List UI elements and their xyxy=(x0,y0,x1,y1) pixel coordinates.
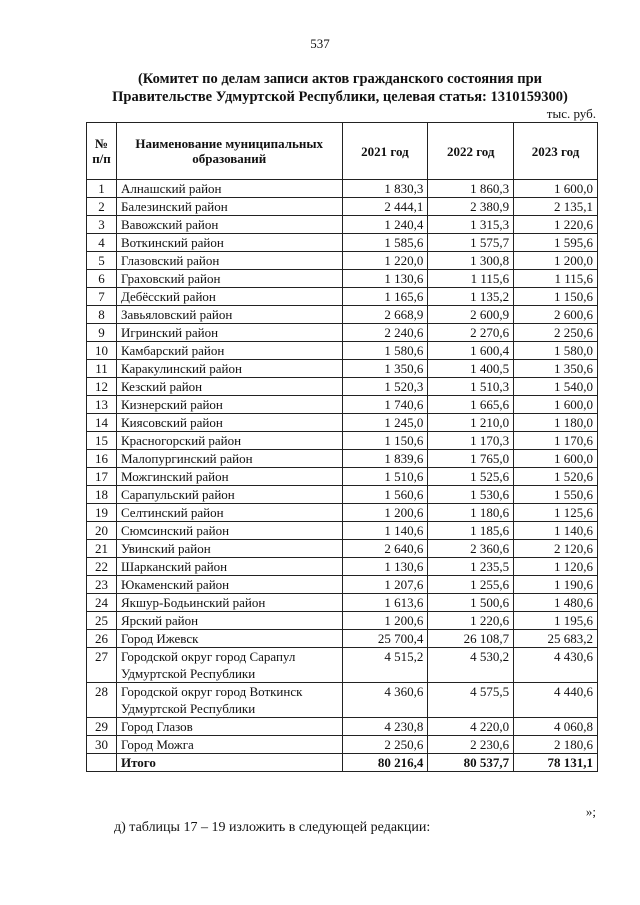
row-2021: 1 560,6 xyxy=(342,486,428,504)
row-2021: 1 613,6 xyxy=(342,594,428,612)
heading-line-2: Правительстве Удмуртской Республики, целевая статья: 1310159300) xyxy=(112,89,568,105)
row-2021: 4 515,2 xyxy=(342,648,428,683)
row-name: Городской округ город Сарапул Удмуртской Республики xyxy=(116,648,342,683)
row-name: Балезинский район xyxy=(116,198,342,216)
page-number: 537 xyxy=(310,36,330,51)
row-num: 25 xyxy=(87,612,117,630)
closing-quote: »; xyxy=(585,804,596,819)
row-num: 6 xyxy=(87,270,117,288)
table-row xyxy=(87,522,598,540)
row-2022: 4 530,2 xyxy=(428,648,514,683)
header-name: Наименование муниципальных образований xyxy=(116,123,342,180)
table-row xyxy=(87,414,598,432)
row-name: Городской округ город Воткинск Удмуртской Республики xyxy=(116,683,342,718)
row-2021: 1 520,3 xyxy=(342,378,428,396)
table-row xyxy=(87,270,598,288)
row-2022: 1 530,6 xyxy=(428,486,514,504)
row-num: 18 xyxy=(87,486,117,504)
row-2021: 2 640,6 xyxy=(342,540,428,558)
row-2023: 1 600,0 xyxy=(514,450,598,468)
row-name: Алнашский район xyxy=(116,180,342,198)
row-2022: 1 300,8 xyxy=(428,252,514,270)
budget-table xyxy=(86,122,598,772)
row-2021: 1 207,6 xyxy=(342,576,428,594)
row-2023: 2 250,6 xyxy=(514,324,598,342)
row-num: 24 xyxy=(87,594,117,612)
heading-line-1: (Комитет по делам записи актов гражданского состояния при xyxy=(137,71,543,87)
table-row xyxy=(87,216,598,234)
row-2023: 1 170,6 xyxy=(514,432,598,450)
row-num: 3 xyxy=(87,216,117,234)
row-num: 28 xyxy=(87,683,117,718)
row-num: 9 xyxy=(87,324,117,342)
row-num: 11 xyxy=(87,360,117,378)
row-name: Город Можга xyxy=(116,736,342,754)
table-row xyxy=(87,540,598,558)
row-2021: 1 240,4 xyxy=(342,216,428,234)
row-2023: 1 200,0 xyxy=(514,252,598,270)
table-row xyxy=(87,594,598,612)
row-2023: 1 480,6 xyxy=(514,594,598,612)
table-row xyxy=(87,396,598,414)
row-2023: 1 150,6 xyxy=(514,288,598,306)
row-name: Воткинский район xyxy=(116,234,342,252)
row-name: Селтинский район xyxy=(116,504,342,522)
row-2022: 4 575,5 xyxy=(428,683,514,718)
row-2023: 1 520,6 xyxy=(514,468,598,486)
table-row xyxy=(87,378,598,396)
table-row xyxy=(87,432,598,450)
row-num: 30 xyxy=(87,736,117,754)
table-row xyxy=(87,234,598,252)
row-2023: 1 115,6 xyxy=(514,270,598,288)
row-2023: 4 060,8 xyxy=(514,718,598,736)
row-name: Камбарский район xyxy=(116,342,342,360)
table-row xyxy=(87,736,598,754)
row-2022: 26 108,7 xyxy=(428,630,514,648)
table-heading xyxy=(80,70,600,106)
table-row xyxy=(87,648,598,683)
row-2023: 25 683,2 xyxy=(514,630,598,648)
table-body xyxy=(87,180,598,772)
row-2021: 25 700,4 xyxy=(342,630,428,648)
row-name: Якшур-Бодьинский район xyxy=(116,594,342,612)
row-num: 19 xyxy=(87,504,117,522)
row-2022: 1 210,0 xyxy=(428,414,514,432)
row-name: Кезский район xyxy=(116,378,342,396)
row-num: 7 xyxy=(87,288,117,306)
row-2022: 1 510,3 xyxy=(428,378,514,396)
row-num: 1 xyxy=(87,180,117,198)
table-row xyxy=(87,342,598,360)
row-name: Красногорский район xyxy=(116,432,342,450)
total-2023: 78 131,1 xyxy=(514,754,598,772)
row-name: Граховский район xyxy=(116,270,342,288)
row-2023: 1 350,6 xyxy=(514,360,598,378)
row-2022: 1 135,2 xyxy=(428,288,514,306)
row-2023: 4 430,6 xyxy=(514,648,598,683)
table-row xyxy=(87,612,598,630)
row-2021: 1 510,6 xyxy=(342,468,428,486)
row-2022: 1 315,3 xyxy=(428,216,514,234)
row-num: 21 xyxy=(87,540,117,558)
row-num: 14 xyxy=(87,414,117,432)
row-2023: 4 440,6 xyxy=(514,683,598,718)
table-row xyxy=(87,486,598,504)
header-num: № п/п xyxy=(87,123,117,180)
row-num: 16 xyxy=(87,450,117,468)
row-2023: 1 600,0 xyxy=(514,396,598,414)
row-2023: 1 190,6 xyxy=(514,576,598,594)
row-2023: 1 600,0 xyxy=(514,180,598,198)
table-row xyxy=(87,683,598,718)
table-row xyxy=(87,718,598,736)
row-2022: 2 380,9 xyxy=(428,198,514,216)
row-num: 8 xyxy=(87,306,117,324)
row-2021: 1 150,6 xyxy=(342,432,428,450)
table-header-row xyxy=(87,123,598,180)
row-2021: 1 830,3 xyxy=(342,180,428,198)
row-2022: 1 575,7 xyxy=(428,234,514,252)
row-name: Малопургинский район xyxy=(116,450,342,468)
table-row xyxy=(87,558,598,576)
row-num: 12 xyxy=(87,378,117,396)
row-2022: 1 500,6 xyxy=(428,594,514,612)
row-num: 13 xyxy=(87,396,117,414)
row-name: Кизнерский район xyxy=(116,396,342,414)
row-2021: 4 360,6 xyxy=(342,683,428,718)
table-row xyxy=(87,252,598,270)
table-row xyxy=(87,504,598,522)
row-2022: 2 360,6 xyxy=(428,540,514,558)
row-name: Можгинский район xyxy=(116,468,342,486)
row-name: Каракулинский район xyxy=(116,360,342,378)
row-2021: 1 200,6 xyxy=(342,612,428,630)
row-2021: 1 350,6 xyxy=(342,360,428,378)
row-2021: 2 240,6 xyxy=(342,324,428,342)
row-2021: 1 245,0 xyxy=(342,414,428,432)
row-2021: 1 839,6 xyxy=(342,450,428,468)
row-2021: 1 130,6 xyxy=(342,270,428,288)
row-2022: 1 115,6 xyxy=(428,270,514,288)
row-name: Юкаменский район xyxy=(116,576,342,594)
row-num: 2 xyxy=(87,198,117,216)
row-name: Увинский район xyxy=(116,540,342,558)
table-row xyxy=(87,198,598,216)
row-2022: 1 255,6 xyxy=(428,576,514,594)
row-2021: 1 220,0 xyxy=(342,252,428,270)
row-num: 29 xyxy=(87,718,117,736)
table-row xyxy=(87,180,598,198)
table-row xyxy=(87,306,598,324)
total-2022: 80 537,7 xyxy=(428,754,514,772)
row-2023: 2 180,6 xyxy=(514,736,598,754)
row-2022: 2 600,9 xyxy=(428,306,514,324)
table-row xyxy=(87,360,598,378)
header-2021: 2021 год xyxy=(342,123,428,180)
row-2023: 1 595,6 xyxy=(514,234,598,252)
row-2022: 1 665,6 xyxy=(428,396,514,414)
row-2021: 2 668,9 xyxy=(342,306,428,324)
row-name: Дебёсский район xyxy=(116,288,342,306)
row-2022: 1 220,6 xyxy=(428,612,514,630)
total-row xyxy=(87,754,598,772)
units-label: тыс. руб. xyxy=(546,106,596,121)
row-name: Ярский район xyxy=(116,612,342,630)
footer-text: д) таблицы 17 – 19 изложить в следующей редакции: xyxy=(114,820,431,835)
row-num: 17 xyxy=(87,468,117,486)
row-2022: 4 220,0 xyxy=(428,718,514,736)
row-num: 4 xyxy=(87,234,117,252)
row-2023: 2 135,1 xyxy=(514,198,598,216)
row-2021: 1 740,6 xyxy=(342,396,428,414)
row-num: 10 xyxy=(87,342,117,360)
row-2023: 1 540,0 xyxy=(514,378,598,396)
row-2021: 2 444,1 xyxy=(342,198,428,216)
row-name: Сюмсинский район xyxy=(116,522,342,540)
row-2021: 2 250,6 xyxy=(342,736,428,754)
table-row xyxy=(87,324,598,342)
header-2023: 2023 год xyxy=(514,123,598,180)
row-2021: 1 200,6 xyxy=(342,504,428,522)
row-2021: 1 130,6 xyxy=(342,558,428,576)
table-row xyxy=(87,288,598,306)
row-2022: 1 185,6 xyxy=(428,522,514,540)
row-2022: 1 400,5 xyxy=(428,360,514,378)
row-2021: 1 140,6 xyxy=(342,522,428,540)
row-name: Вавожский район xyxy=(116,216,342,234)
row-num: 20 xyxy=(87,522,117,540)
row-2023: 1 120,6 xyxy=(514,558,598,576)
row-num: 5 xyxy=(87,252,117,270)
total-name: Итого xyxy=(116,754,342,772)
row-name: Киясовский район xyxy=(116,414,342,432)
row-name: Завьяловский район xyxy=(116,306,342,324)
row-2022: 1 860,3 xyxy=(428,180,514,198)
row-num: 15 xyxy=(87,432,117,450)
total-2021: 80 216,4 xyxy=(342,754,428,772)
row-2022: 1 600,4 xyxy=(428,342,514,360)
row-name: Шарканский район xyxy=(116,558,342,576)
row-2022: 1 180,6 xyxy=(428,504,514,522)
row-name: Сарапульский район xyxy=(116,486,342,504)
row-2022: 2 230,6 xyxy=(428,736,514,754)
row-2023: 2 120,6 xyxy=(514,540,598,558)
row-num: 26 xyxy=(87,630,117,648)
row-name: Город Глазов xyxy=(116,718,342,736)
table-row xyxy=(87,468,598,486)
row-2023: 1 180,0 xyxy=(514,414,598,432)
row-name: Город Ижевск xyxy=(116,630,342,648)
row-2023: 1 195,6 xyxy=(514,612,598,630)
row-2021: 1 580,6 xyxy=(342,342,428,360)
header-2022: 2022 год xyxy=(428,123,514,180)
row-2021: 1 585,6 xyxy=(342,234,428,252)
row-2022: 1 170,3 xyxy=(428,432,514,450)
table-row xyxy=(87,450,598,468)
row-2022: 1 525,6 xyxy=(428,468,514,486)
row-2022: 1 765,0 xyxy=(428,450,514,468)
table-row xyxy=(87,630,598,648)
row-2022: 2 270,6 xyxy=(428,324,514,342)
total-num xyxy=(87,754,117,772)
row-2023: 1 125,6 xyxy=(514,504,598,522)
row-2023: 1 550,6 xyxy=(514,486,598,504)
row-name: Игринский район xyxy=(116,324,342,342)
row-2023: 1 140,6 xyxy=(514,522,598,540)
row-2023: 1 580,0 xyxy=(514,342,598,360)
row-2021: 1 165,6 xyxy=(342,288,428,306)
row-2021: 4 230,8 xyxy=(342,718,428,736)
row-2023: 2 600,6 xyxy=(514,306,598,324)
row-num: 22 xyxy=(87,558,117,576)
row-num: 23 xyxy=(87,576,117,594)
row-2023: 1 220,6 xyxy=(514,216,598,234)
row-name: Глазовский район xyxy=(116,252,342,270)
row-num: 27 xyxy=(87,648,117,683)
row-2022: 1 235,5 xyxy=(428,558,514,576)
table-row xyxy=(87,576,598,594)
